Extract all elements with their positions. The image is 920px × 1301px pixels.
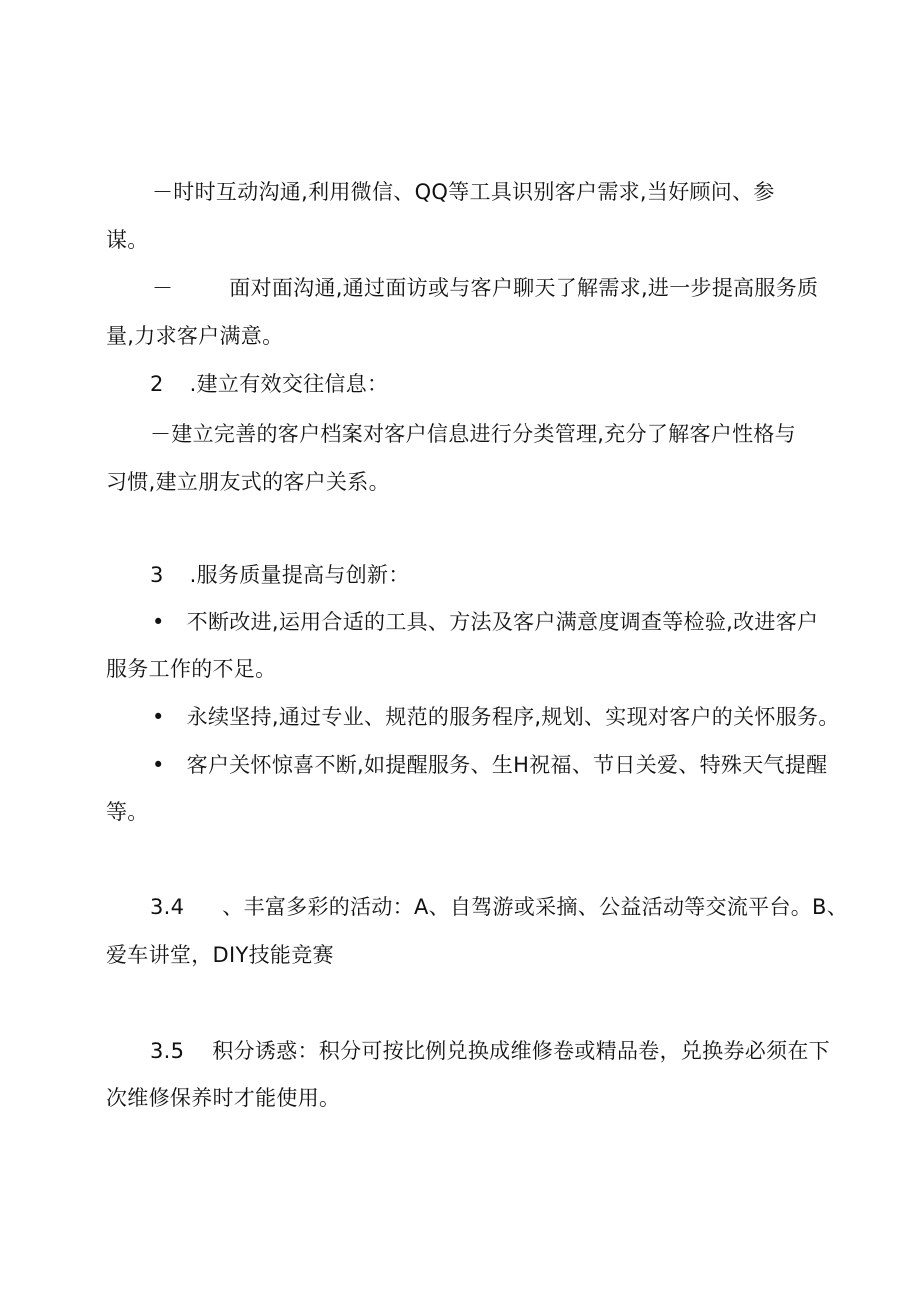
bullet-item <box>152 751 827 779</box>
paragraph-text: 服务工作的不足。 <box>106 657 277 681</box>
dash-marker: － <box>152 276 174 300</box>
paragraph-line <box>106 941 334 969</box>
paragraph-text: 谋。 <box>106 228 149 252</box>
section-number: 3.5 <box>150 1039 185 1063</box>
paragraph-line <box>152 178 775 206</box>
section-number: 3 <box>150 563 164 587</box>
section-item <box>150 893 848 921</box>
paragraph-line <box>106 322 283 350</box>
bullet-marker: • <box>152 705 165 729</box>
section-title: .服务质量提高与创新： <box>189 563 410 587</box>
paragraph-text: 永续坚持,通过专业、规范的服务程序,规划、实现对客户的关怀服务。 <box>186 705 840 729</box>
paragraph-text: 次维修保养时才能使用。 <box>106 1086 341 1110</box>
paragraph-line <box>106 468 390 496</box>
section-heading <box>150 370 388 398</box>
paragraph-line <box>106 226 149 254</box>
paragraph-text: 积分诱惑：积分可按比例兑换成维修卷或精品卷，兑换券必须在下 <box>212 1039 830 1063</box>
bullet-marker: • <box>152 753 165 777</box>
paragraph-line <box>106 1084 340 1112</box>
bullet-item <box>152 703 840 731</box>
paragraph-text: 习惯,建立朋友式的客户关系。 <box>106 470 390 494</box>
paragraph-text: －建立完善的客户档案对客户信息进行分类管理,充分了解客户性格与 <box>150 422 796 446</box>
paragraph-text: 面对面沟通,通过面访或与客户聊天了解需求,进一步提高服务质 <box>229 276 819 300</box>
paragraph-line <box>106 798 149 826</box>
paragraph-text: 量,力求客户满意。 <box>106 324 284 348</box>
paragraph-text: 、丰富多彩的活动：A、自驾游或采摘、公益活动等交流平台。B、 <box>222 895 849 919</box>
paragraph-line <box>152 274 818 302</box>
paragraph-line <box>106 655 276 683</box>
paragraph-text: －时时互动沟通,利用微信、QQ等工具识别客户需求,当好顾问、参 <box>152 180 775 204</box>
paragraph-line <box>150 420 796 448</box>
paragraph-text: 不断改进,运用合适的工具、方法及客户满意度调查等检验,改进客户 <box>186 610 819 634</box>
section-item <box>150 1037 830 1065</box>
section-number: 3.4 <box>150 895 185 919</box>
bullet-marker: • <box>152 610 165 634</box>
section-number: 2 <box>150 372 164 396</box>
bullet-item <box>152 608 818 636</box>
paragraph-text: 等。 <box>106 800 149 824</box>
paragraph-text: 客户关怀惊喜不断,如提醒服务、生H祝福、节日关爱、特殊天气提醒 <box>186 753 828 777</box>
paragraph-text: 爱车讲堂，DIY技能竞赛 <box>106 943 334 967</box>
section-title: .建立有效交往信息： <box>189 372 389 396</box>
section-heading <box>150 561 410 589</box>
